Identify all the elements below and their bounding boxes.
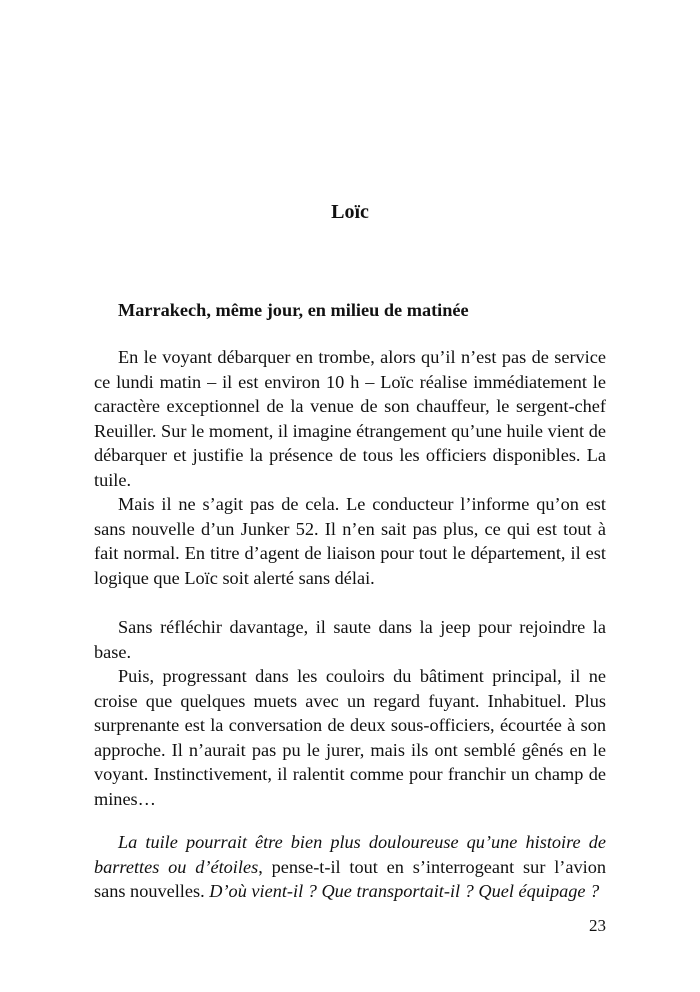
paragraph-3: Sans réfléchir davantage, il saute dans la jeep pour rejoindre la base. — [94, 617, 606, 662]
paragraph-4: Puis, progressant dans les couloirs du bâtiment principal, il ne croise que quelques muets avec un regard fuyant. Inhabituel. Plus surprenante est la conversation de deux sous-officiers, écourtée à son approche. Il n’aurait pas pu le jurer, mais ils ont semblé gênés en le voyant. Instinctivement, il ralentit comme pour franchir un champ de mines… — [94, 666, 606, 809]
text-block-1 — [94, 345, 606, 590]
text-block-3 — [94, 830, 606, 904]
paragraph-5 — [94, 830, 606, 904]
text-block-2 — [94, 615, 606, 811]
paragraph-2: Mais il ne s’agit pas de cela. Le conducteur l’informe qu’on est sans nouvelle d’un Junker 52. Il n’en sait pas plus, ce qui est tout à fait normal. En titre d’agent de liaison pour tout le département, il est logique que Loïc soit alerté sans délai. — [94, 494, 606, 588]
paragraph-1: En le voyant débarquer en trombe, alors qu’il n’est pas de service ce lundi matin – il est environ 10 h – Loïc réalise immédiatement le caractère exceptionnel de la venue de son chauffeur, le sergent-chef Reuiller. Sur le moment, il imagine étrangement qu’une huile vient de débarquer et justifie la présence de tous les officiers disponibles. La tuile. — [94, 347, 606, 490]
page-number: 23 — [589, 916, 606, 935]
italic-thought-a: La tuile pourrait être bien plus douloureuse qu’une histoire de barrettes ou d’étoiles — [94, 832, 606, 877]
chapter-title: Loïc — [331, 201, 369, 223]
italic-thought-b: D’où vient-il ? Que transportait-il ? Quel équipage ? — [209, 881, 600, 901]
narration-text: , pense-t-il tout en s’interrogeant sur l’avion sans nouvelles. — [94, 856, 606, 901]
section-subtitle: Marrakech, même jour, en milieu de matinée — [118, 300, 469, 320]
